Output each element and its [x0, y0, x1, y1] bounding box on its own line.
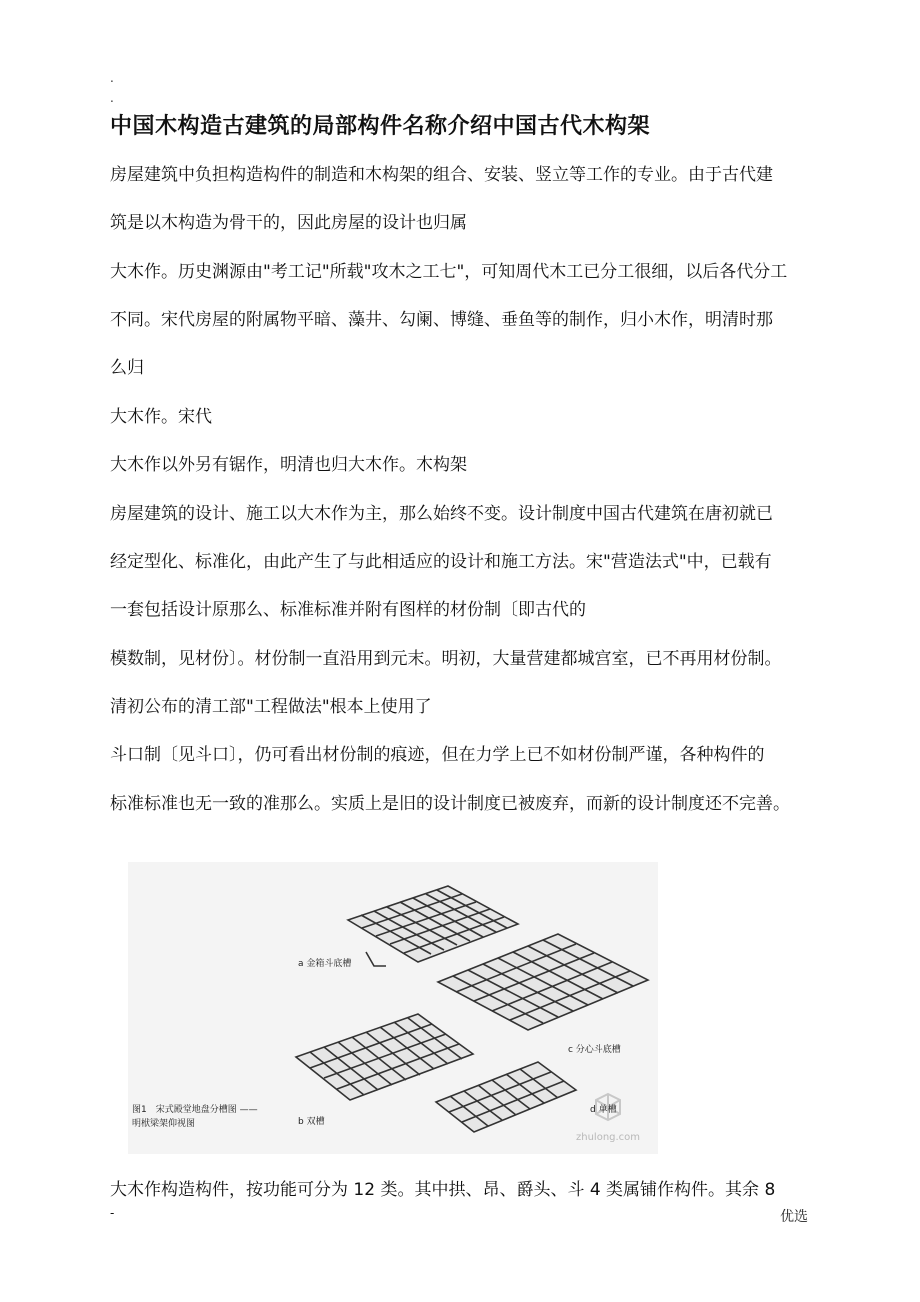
paragraph-line: 清初公布的清工部"工程做法"根本上使用了: [110, 697, 432, 717]
paragraph-line: 房屋建筑中负担构造构件的制造和木构架的组合、安装、竖立等工作的专业。由于古代建: [110, 165, 773, 185]
paragraph-line: 大木作。宋代: [110, 407, 212, 427]
page-mark-dot: .: [110, 91, 114, 105]
watermark-text: zhulong.com: [576, 1132, 641, 1143]
frame-label-b: b 双槽: [298, 1117, 325, 1127]
paragraph-line: 筑是以木构造为骨干的，因此房屋的设计也归属: [110, 213, 467, 233]
timber-frame-figure: [128, 862, 658, 1154]
paragraph-line: 不同。宋代房屋的附属物平暗、藻井、勾阑、博缝、垂鱼等的制作，归小木作，明清时那: [110, 310, 773, 330]
paragraph-line: 大木作以外另有锯作，明清也归大木作。木构架: [110, 455, 467, 475]
paragraph-line: 大木作。历史渊源由"考工记"所载"攻木之工七"，可知周代木工已分工很细，以后各代分工: [110, 262, 788, 282]
paragraph-line: 么归: [110, 358, 144, 378]
footer-note: 优选: [780, 1209, 808, 1225]
paragraph-line: 大木作构造构件，按功能可分为 12 类。其中拱、昂、爵头、斗 4 类属铺作构件。其余 8: [110, 1180, 776, 1200]
frame-label-d: d 单槽: [590, 1105, 617, 1115]
footer-dash: -: [110, 1206, 115, 1220]
frame-plan-c: [438, 934, 648, 1030]
frame-plan-b: [296, 1014, 473, 1100]
paragraph-line: 模数制，见材份〕。材份制一直沿用到元末。明初，大量营建都城宫室，已不再用材份制。: [110, 649, 782, 669]
page-mark-dot: .: [110, 71, 114, 85]
frame-label-c: c 分心斗底槽: [568, 1045, 621, 1055]
figure-caption-line2: 明栿梁架仰视图: [132, 1119, 196, 1129]
frame-label-a: a 金箱斗底槽: [298, 959, 352, 969]
frame-plan-d: [436, 1062, 576, 1132]
frame-plan-a: [348, 886, 518, 966]
figure-caption-line1: 图1 宋式殿堂地盘分槽图 ——: [132, 1105, 258, 1115]
paragraph-line: 斗口制〔见斗口〕，仍可看出材份制的痕迹，但在力学上已不如材份制严谨，各种构件的: [110, 745, 765, 765]
document-title: 中国木构造古建筑的局部构件名称介绍中国古代木构架: [110, 114, 651, 139]
paragraph-line: 经定型化、标准化，由此产生了与此相适应的设计和施工方法。宋"营造法式"中，已载有: [110, 552, 772, 572]
paragraph-line: 一套包括设计原那么、标准标准并附有图样的材份制〔即古代的: [110, 600, 586, 620]
paragraph-line: 标准标准也无一致的准那么。实质上是旧的设计制度已被废弃，而新的设计制度还不完善。: [110, 794, 790, 814]
paragraph-line: 房屋建筑的设计、施工以大木作为主，那么始终不变。设计制度中国古代建筑在唐初就已: [110, 504, 773, 524]
